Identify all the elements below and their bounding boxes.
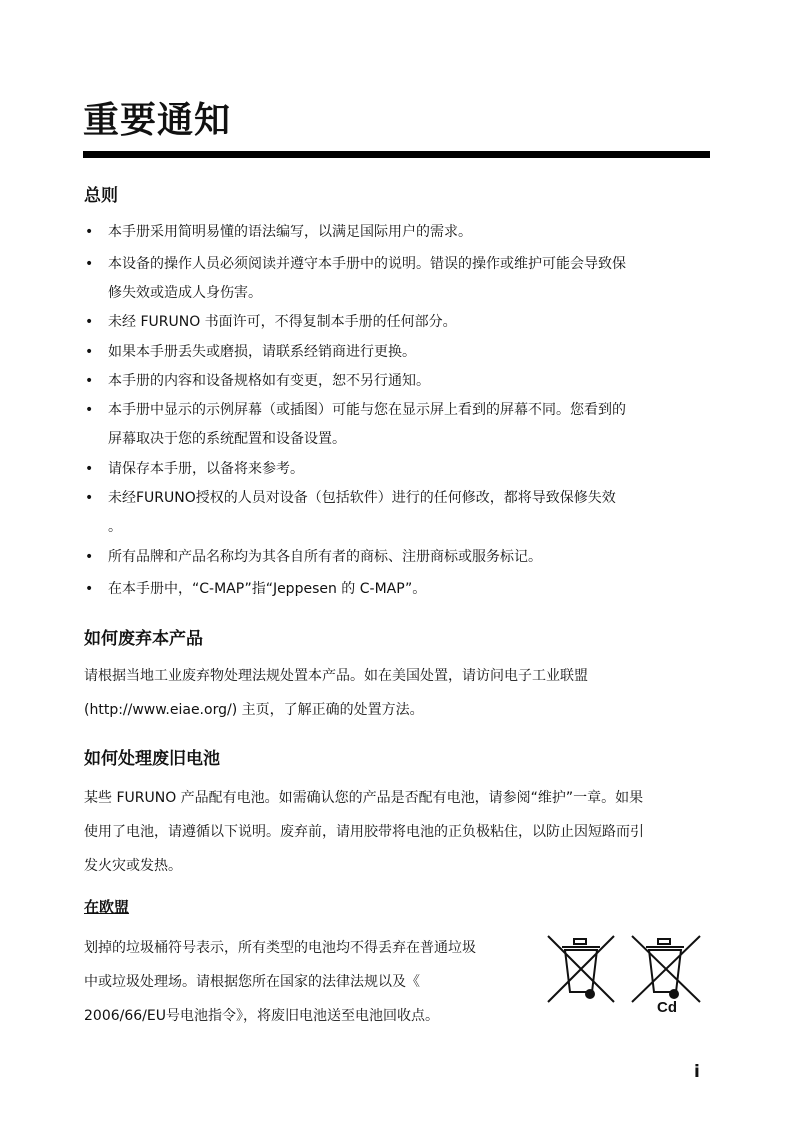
- battery-paragraph: [84, 781, 704, 883]
- bullet-item: [85, 367, 688, 396]
- eu-line: 中或垃圾处理场。请根据您所在国家的法律法规以及《: [84, 974, 420, 990]
- title-rule: [83, 151, 710, 158]
- bullet-text-continued: 修失效或造成人身伤害。: [108, 285, 262, 301]
- page-number: i: [694, 1062, 700, 1082]
- bullet-item: [85, 455, 688, 484]
- bullet-text: 本设备的操作人员必须阅读并遵守本手册中的说明。错误的操作或维护可能会导致保: [108, 256, 626, 272]
- cd-label: Cd: [657, 999, 677, 1016]
- bullet-dot: •: [85, 581, 94, 597]
- bullet-dot: •: [85, 373, 94, 389]
- bullet-dot: •: [85, 490, 94, 506]
- bullet-item: [85, 484, 688, 542]
- disposal-line: (http://www.eiae.org/) 主页，了解正确的处置方法。: [84, 702, 424, 718]
- bullet-item: [85, 543, 688, 572]
- disposal-paragraph: [84, 659, 704, 727]
- bullet-text: 在本手册中，“C-MAP”指“Jeppesen 的 C-MAP”。: [108, 581, 427, 597]
- eu-line: 2006/66/EU号电池指令》，将废旧电池送至电池回收点。: [84, 1008, 439, 1024]
- bullet-dot: •: [85, 344, 94, 360]
- bullet-dot: •: [85, 256, 94, 272]
- bullet-text: 请保存本手册，以备将来参考。: [108, 461, 304, 477]
- bullet-item: [85, 308, 688, 337]
- bullet-dot: •: [85, 314, 94, 330]
- bullet-text: 未经 FURUNO 书面许可，不得复制本手册的任何部分。: [108, 314, 457, 330]
- crossed-out-bin-cd-icon: [630, 934, 702, 1016]
- bullet-text: 本手册的内容和设备规格如有变更，恕不另行通知。: [108, 373, 430, 389]
- bullet-dot: •: [85, 461, 94, 477]
- bullet-text: 本手册采用简明易懂的语法编写，以满足国际用户的需求。: [108, 224, 472, 240]
- bullet-item: [85, 250, 688, 308]
- disposal-line: 请根据当地工业废弃物处理法规处置本产品。如在美国处置，请访问电子工业联盟: [84, 668, 588, 684]
- bullet-dot: •: [85, 402, 94, 418]
- bullet-item: [85, 396, 688, 454]
- bullet-text: 本手册中显示的示例屏幕（或插图）可能与您在显示屏上看到的屏幕不同。您看到的: [108, 402, 626, 418]
- battery-heading: 如何处理废旧电池: [84, 749, 220, 769]
- crossed-out-bin-icon: [546, 934, 616, 1006]
- bullet-text: 所有品牌和产品名称均为其各自所有者的商标、注册商标或服务标记。: [108, 549, 542, 565]
- bullet-text: 如果本手册丢失或磨损，请联系经销商进行更换。: [108, 344, 416, 360]
- general-heading: 总则: [84, 186, 118, 206]
- bullet-dot: •: [85, 224, 94, 240]
- page-title: 重要通知: [83, 100, 232, 141]
- battery-line: 使用了电池，请遵循以下说明。废弃前，请用胶带将电池的正负极粘住，以防止因短路而引: [84, 824, 644, 840]
- bullet-text-continued: 屏幕取决于您的系统配置和设备设置。: [108, 431, 346, 447]
- bullet-dot: •: [85, 549, 94, 565]
- bullet-text: 未经FURUNO授权的人员对设备（包括软件）进行的任何修改，都将导致保修失效: [108, 490, 616, 506]
- bullet-item: [85, 575, 688, 604]
- disposal-heading: 如何废弃本产品: [84, 629, 203, 649]
- bullet-item: [85, 218, 688, 247]
- bullet-text-continued: 。: [108, 519, 122, 535]
- eu-heading: 在欧盟: [84, 898, 130, 916]
- battery-line: 发火灾或发热。: [84, 858, 182, 874]
- eu-line: 划掉的垃圾桶符号表示，所有类型的电池均不得丢弃在普通垃圾: [84, 940, 476, 956]
- battery-line: 某些 FURUNO 产品配有电池。如需确认您的产品是否配有电池，请参阅“维护”一章。如果: [84, 790, 644, 806]
- bullet-item: [85, 338, 688, 367]
- eu-paragraph: [84, 931, 524, 1033]
